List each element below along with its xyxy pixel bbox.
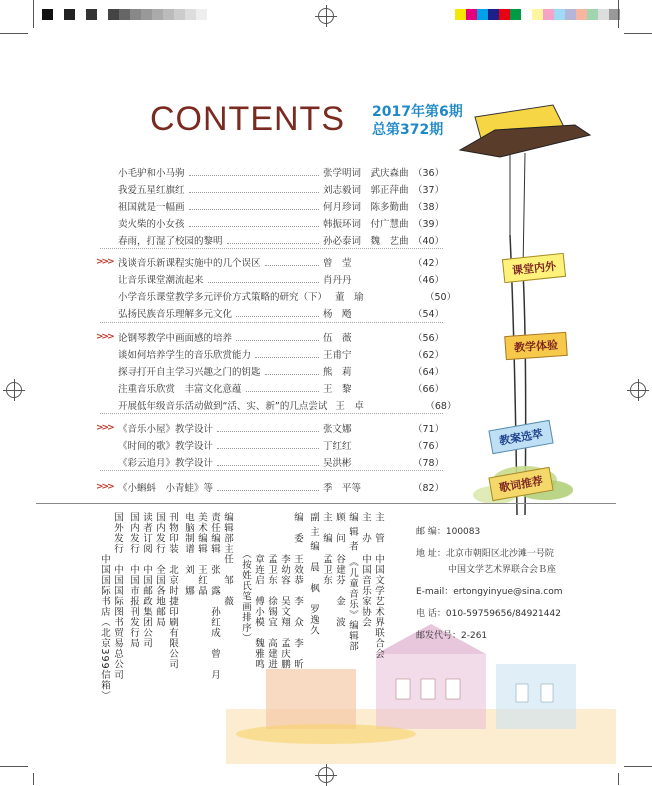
toc-row[interactable]: 《小蝌蚪 小青蛙》等 季 平等 （82）	[118, 482, 445, 494]
toc-row[interactable]: 小毛驴和小马驹 张学明词 武庆森曲 （36）	[118, 167, 445, 179]
masthead-col: 中国国际书店（北京399信箱）	[99, 512, 110, 702]
toc-section-experience	[118, 328, 457, 413]
color-calibration-bar	[455, 9, 620, 20]
toc-row[interactable]: 祖国就是一幅画 何月珍词 陈多勤曲 （38）	[118, 201, 445, 213]
crop-mark	[0, 33, 28, 34]
masthead-col: （按姓氏笔画排序）	[240, 512, 251, 644]
toc-row[interactable]: 《彩云追月》教学设计 吴洪彬 （78）	[118, 457, 445, 469]
registration-mark	[630, 382, 646, 398]
masthead-col: 读者订阅 中国邮政集团公司	[141, 512, 152, 649]
toc-row[interactable]: 论钢琴教学中画面感的培养 伍 薇 （56）	[118, 332, 445, 344]
masthead-col: 李幼容 吴文翔 孟庆鹏	[279, 512, 290, 670]
chevron-marker-icon: >>>	[96, 332, 113, 342]
toc-row[interactable]: 《音乐小屋》教学设计 张文娜 （71）	[118, 423, 445, 435]
toc-row[interactable]: 让音乐课堂潮流起来 肖丹丹 （46）	[118, 274, 445, 286]
section-divider	[100, 470, 443, 471]
toc-row[interactable]: 小学音乐课堂教学多元评价方式策略的研究（下） 董 瑜 （50）	[118, 291, 457, 303]
masthead-col: 编 辑 者 《儿童音乐》编辑部	[347, 512, 358, 652]
sign-classroom: 课堂内外	[502, 253, 566, 283]
masthead-col: 国内发行 全国各地邮局	[154, 512, 165, 628]
masthead-col: 主 管 中国文学艺术界联合会	[373, 512, 384, 659]
toc-row[interactable]: 《时间的歌》教学设计 丁红红 （76）	[118, 440, 445, 452]
masthead-col: 刊物印装 北京时捷印刷有限公司	[167, 512, 178, 670]
section-divider	[100, 413, 443, 414]
contact-address-line2: 中国文学艺术界联合会Ｂ座	[448, 565, 557, 575]
issue-number	[372, 103, 463, 139]
sign-lyrics: 歌词推荐	[488, 467, 553, 501]
masthead-col: 美术编辑 王红晶	[196, 512, 207, 596]
masthead	[36, 503, 616, 766]
section-divider	[100, 322, 443, 323]
masthead-col: 副 主 编 晨 枫 罗逸久	[308, 512, 319, 636]
masthead-col: 编 委 王效恭 李 众 李 昕	[292, 512, 303, 670]
registration-mark	[318, 767, 334, 783]
sign-lesson-plans: 教案选萃	[488, 420, 553, 454]
sign-teaching-experience: 教学体验	[504, 332, 568, 360]
masthead-col: 责任编辑 张 露 孙红成 曾 月	[209, 512, 220, 680]
contact-postal-code: 邮发代号：2-261	[416, 631, 488, 641]
crop-mark	[624, 766, 652, 767]
section-divider	[100, 248, 443, 249]
toc-row[interactable]: 开展低年级音乐活动做到“活、实、新”的几点尝试 王 卓 （68）	[118, 400, 457, 412]
grayscale-calibration-bar	[42, 9, 207, 20]
issue-line-year: 2017年第6期	[372, 104, 463, 120]
crop-mark	[624, 33, 652, 34]
toc-row[interactable]: 春雨，打湿了校园的黎明 孙必泰词 魏 艺曲 （40）	[118, 235, 445, 247]
crop-mark	[618, 0, 619, 28]
toc-section-lesson-plans	[118, 419, 443, 470]
crop-mark	[33, 773, 34, 785]
contact-address: 地 址：北京市朝阳区北沙滩一号院	[416, 549, 554, 559]
toc-row[interactable]: 浅谈音乐新课程实施中的几个误区 曾 莹 （42）	[118, 257, 445, 269]
contact-postcode: 邮 编：100083	[416, 527, 481, 537]
contact-email[interactable]: E-mail：ertongyinyue@sina.com	[416, 587, 563, 597]
crop-mark	[0, 766, 28, 767]
registration-mark	[318, 8, 334, 24]
toc-section-lyrics	[118, 478, 443, 495]
toc-row[interactable]: 探寻打开自主学习兴趣之门的钥匙 熊 莉 （64）	[118, 366, 445, 378]
toc-row[interactable]: 注重音乐欣赏 丰富文化意蕴 王 黎 （66）	[118, 383, 445, 395]
toc-row[interactable]: 卖火柴的小女孩 韩振环词 付广慧曲 （39）	[118, 218, 445, 230]
masthead-col: 国内发行 中国市报刊发行局	[128, 512, 139, 649]
masthead-col: 编辑部主任 邹 薇	[222, 512, 233, 607]
masthead-col: 国外发行 中国国际图书贸易总公司	[112, 512, 123, 680]
issue-line-total: 总第372期	[372, 122, 444, 138]
lamp-post-illustration	[455, 95, 595, 525]
masthead-col: 孟卫东 徐锡宜 高建进	[266, 512, 277, 670]
page-title: CONTENTS	[150, 100, 345, 138]
chevron-marker-icon: >>>	[96, 257, 113, 267]
toc-row[interactable]: 我爱五星红旗红 刘志毅词 郭正萍曲 （37）	[118, 184, 445, 196]
masthead-col: 主 编 孟卫东	[321, 512, 332, 586]
masthead-col: 主 办 中国音乐家协会	[360, 512, 371, 628]
toc-row[interactable]: 弘扬民族音乐理解多元文化 杨 飏 （54）	[118, 308, 445, 320]
chevron-marker-icon: >>>	[96, 423, 113, 433]
masthead-col: 章连启 傅小模 魏雅鸣	[253, 512, 264, 670]
registration-mark	[6, 382, 22, 398]
crop-mark	[618, 773, 619, 785]
chevron-marker-icon: >>>	[96, 482, 113, 492]
toc-section-songs	[118, 163, 443, 248]
crop-mark	[33, 0, 34, 28]
toc-row[interactable]: 谈如何培养学生的音乐欣赏能力 王甫宁 （62）	[118, 349, 445, 361]
toc-section-classroom	[118, 253, 457, 321]
masthead-col: 电脑制谱 刘 娜	[183, 512, 194, 596]
masthead-col: 顾 问 谷建芬 金 波	[334, 512, 345, 628]
contact-phone: 电 话：010-59759656/84921442	[416, 609, 561, 619]
